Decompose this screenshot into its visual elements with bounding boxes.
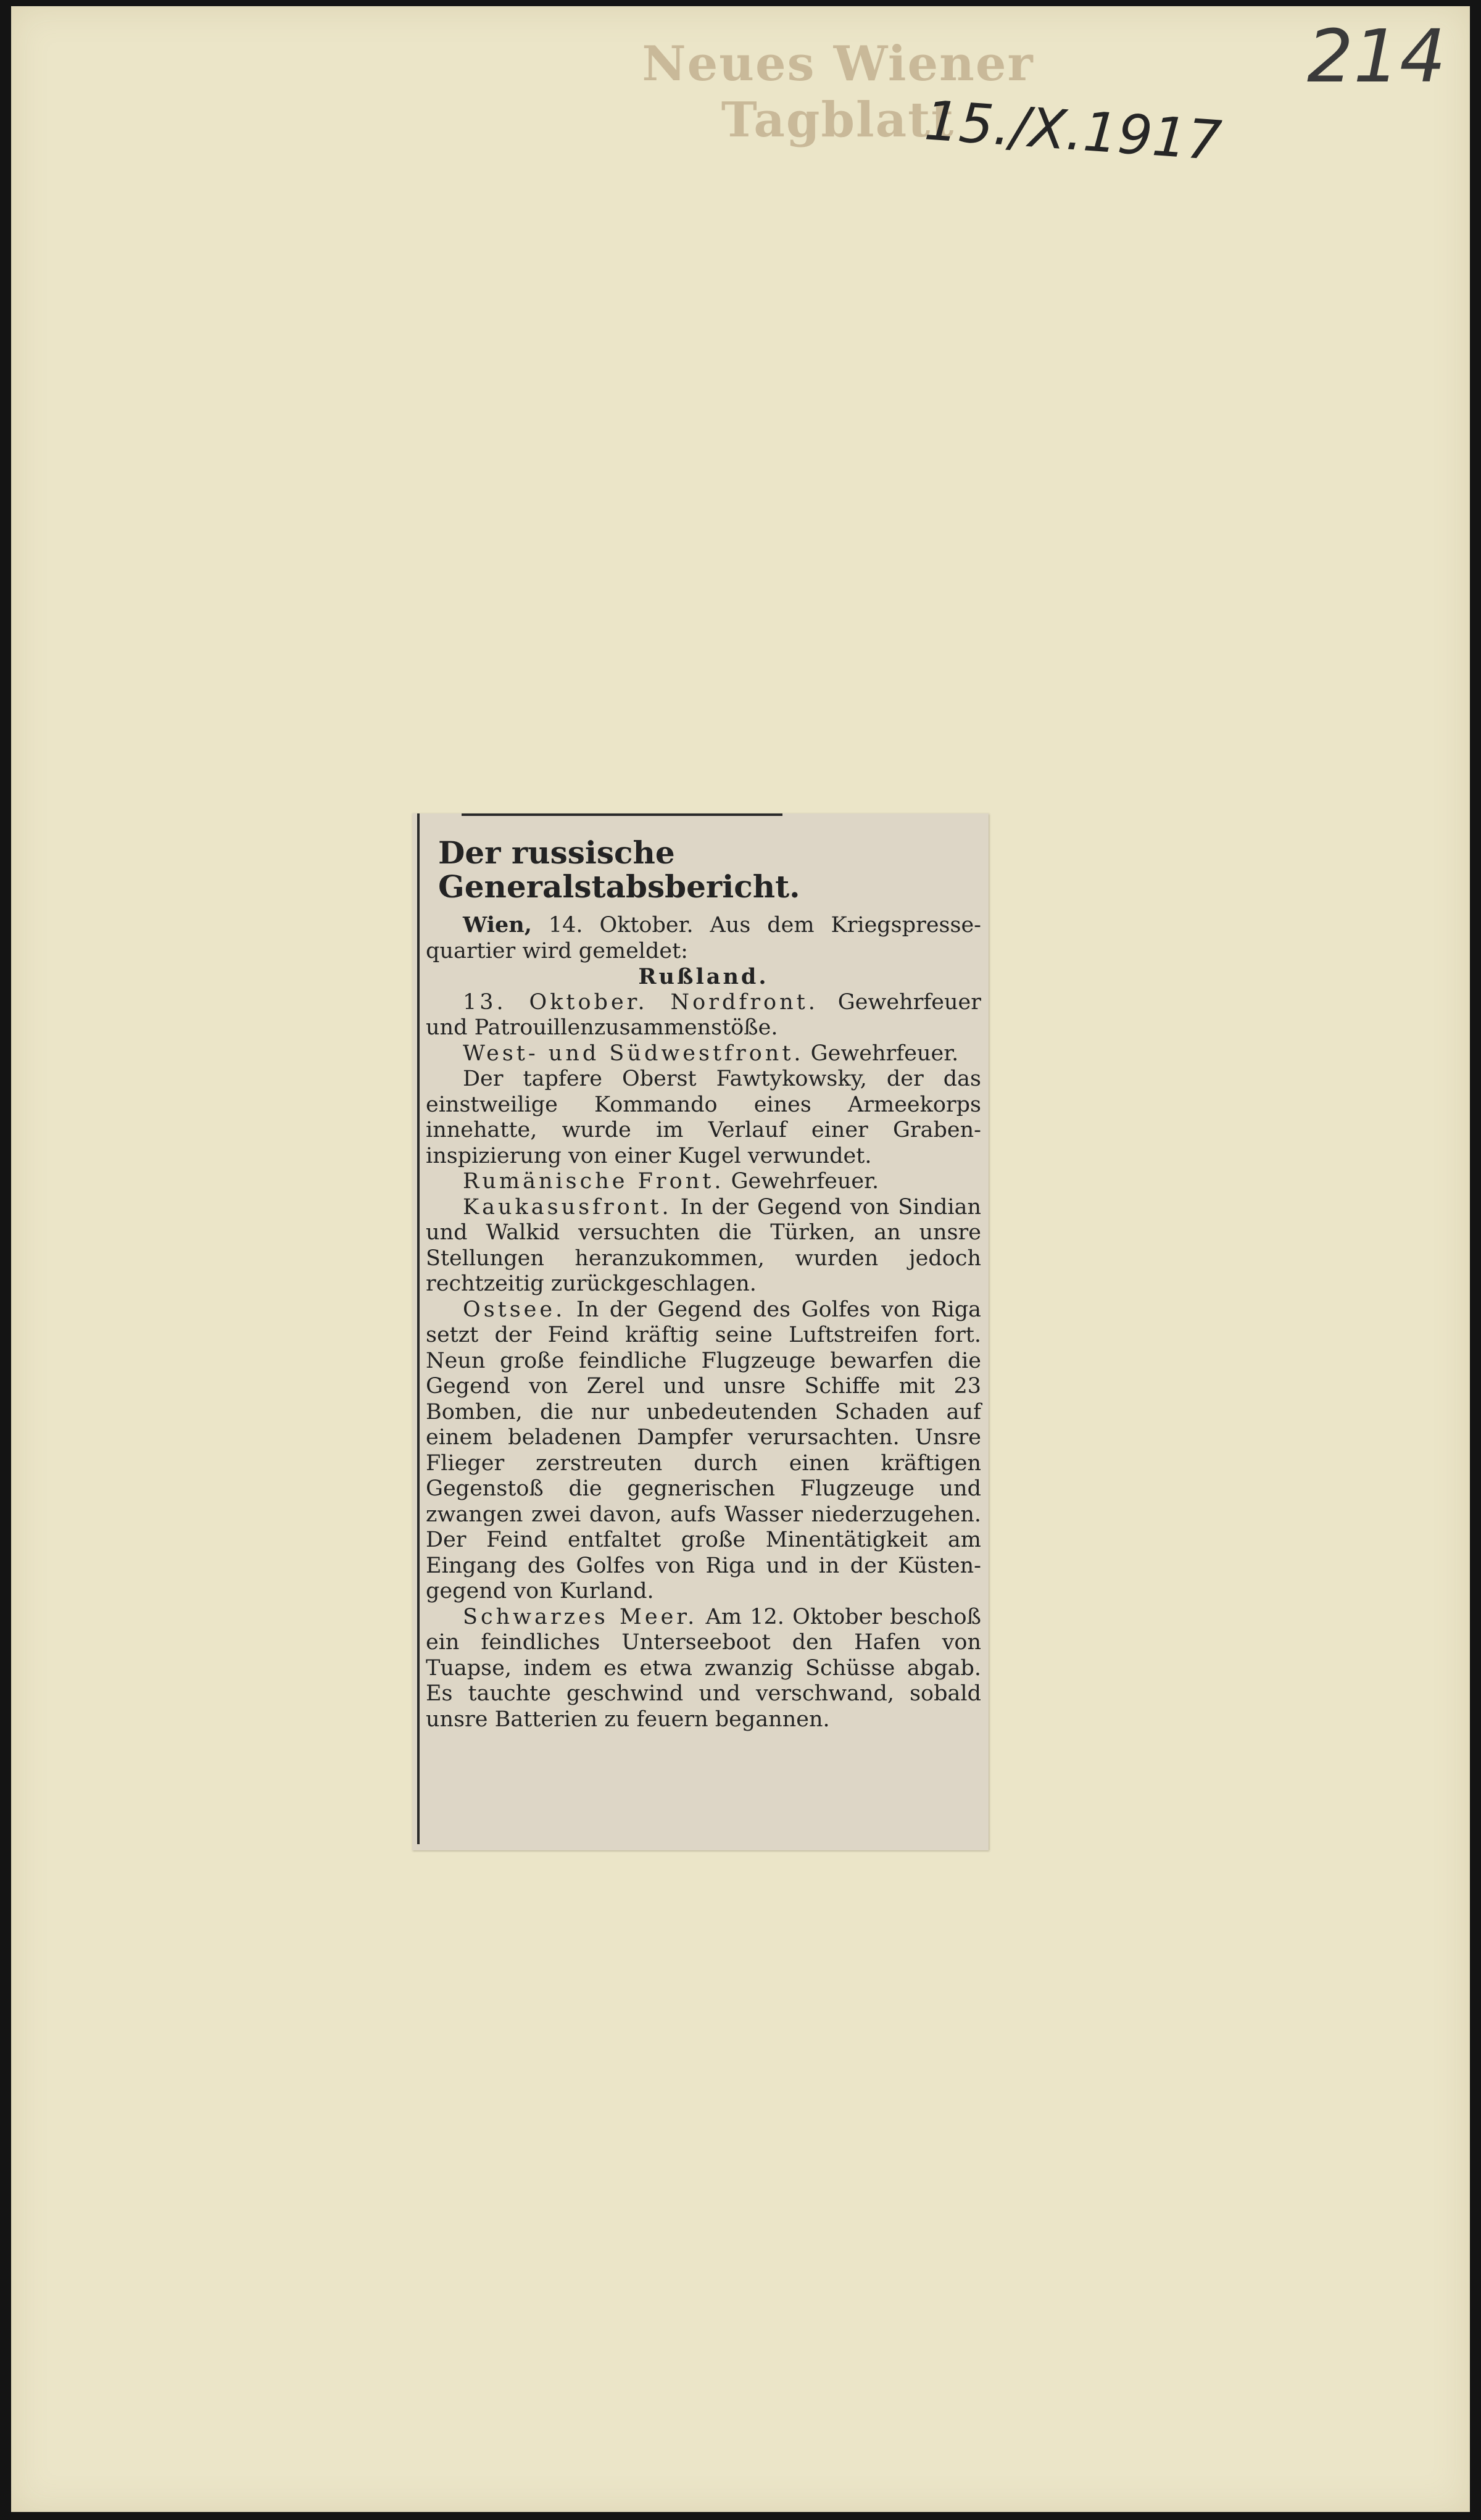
paragraph-schwarzes-meer: Schwarzes Meer. Am 12. Oktober beschoß ein feindliches Unterseeboot den Hafen von Tuapse, indem es etwa zwanzig Schüsse abgab. Es tauchte geschwind und verschwand, sobald unsre Batterien zu feuern begannen. xyxy=(426,1604,981,1732)
clipping-top-rule xyxy=(462,813,782,816)
paragraph-oberst: Der tapfere Oberst Fawtykowsky, der das einstweilige Kommando eines Armeekorps innehatte, wurde im Verlauf einer Grabeninspizierung von einer Kugel verwundet. xyxy=(426,1067,981,1168)
newspaper-clipping xyxy=(412,813,989,1850)
newspaper-stamp: Neues Wiener Tagblatt xyxy=(642,36,1034,148)
paragraph-nordfront: 13. Oktober. Nordfront. Gewehrfeuer und Patrouillenzusammenstöße. xyxy=(426,989,981,1040)
paragraph-intro: Wien, 14. Oktober. Aus dem Kriegspressequartier wird gemeldet: xyxy=(426,912,981,963)
section-heading-russia: Rußland. xyxy=(638,964,769,989)
handwritten-date: 15./X.1917 xyxy=(922,88,1224,173)
article-title: Der russische Generalstabsbericht. xyxy=(438,834,800,905)
clipping-left-rule xyxy=(417,813,420,1844)
paragraph-rumaenien: Rumänische Front. Gewehrfeuer. xyxy=(463,1169,879,1194)
paragraph-ostsee: Ostsee. In der Gegend des Golfes von Riga setzt der Feind kräftig seine Luftstreifen fort. Neun große feindliche Flugzeuge bewarfen die Gegend von Zerel und unsre Schiffe mit 23 Bomben, die nur unbedeutenden Schaden auf einem beladenen Dampfer verursachten. Unsre Flieger zerstreuten durch einen kräftigen Gegenstoß die gegnerischen Flugzeuge und zwangen zwei davon, aufs Wasser niederzugehen. Der Feind entfaltet große Minentätigkeit am Eingang des Golfes von Riga und in der Küstengegend von Kurland. xyxy=(426,1297,981,1603)
article-body xyxy=(426,912,981,1732)
folio-number: 214 xyxy=(1307,14,1446,99)
paragraph-westfront: West- und Südwestfront. Gewehrfeuer. xyxy=(463,1041,959,1066)
paragraph-kaukasus: Kaukasusfront. In der Gegend von Sindian und Walkid versuchten die Türken, an unsre Stellungen heranzukommen, wurden jedoch rechtzeitig zurückgeschlagen. xyxy=(426,1194,981,1296)
